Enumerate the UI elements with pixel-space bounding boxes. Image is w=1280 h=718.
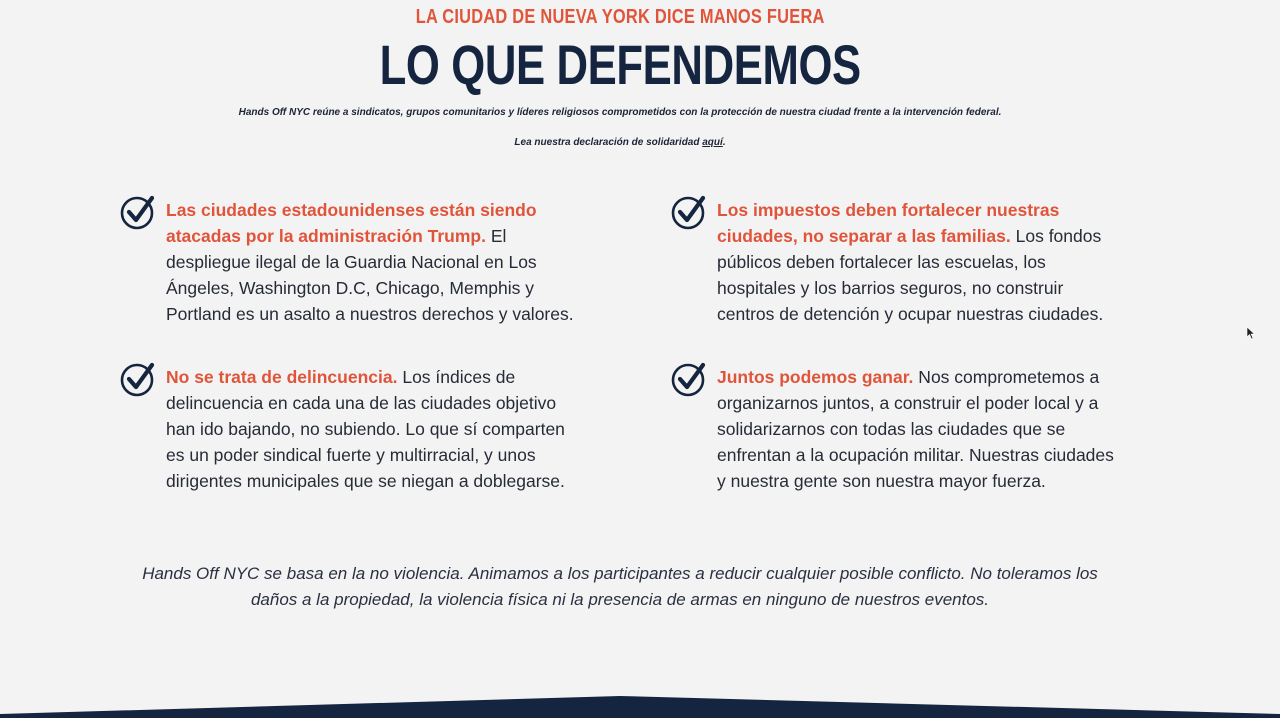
point-body: Nos comprometemos a organizarnos juntos, a construir el poder local y a solidarizarnos con todas las ciudades que se enfrentan a la ocupación militar. Nuestras ciudades y nuestra gente son nuestra mayor fuerza.	[717, 367, 1114, 491]
point-lead: Juntos podemos ganar.	[717, 367, 914, 387]
point-body: El despliegue ilegal de la Guardia Nacional en Los Ángeles, Washington D.C, Chicago, Memphis y Portland es un asalto a nuestros derechos y valores.	[166, 226, 574, 324]
check-circle-icon	[671, 194, 707, 230]
eyebrow-heading: LA CIUDAD DE NUEVA YORK DICE MANOS FUERA	[415, 6, 825, 28]
solidarity-statement	[0, 137, 1240, 148]
point-body: Los fondos públicos deben fortalecer las escuelas, los hospitales y los barrios seguros, no construir centros de detención y ocupar nuestras ciudades.	[717, 226, 1104, 324]
point-taxes	[717, 197, 1122, 327]
solidarity-statement-prefix: Lea nuestra declaración de solidaridad	[514, 137, 703, 148]
point-text	[166, 364, 576, 494]
point-lead: Los impuestos deben fortalecer nuestras ciudades, no separar a las familias.	[717, 200, 1060, 246]
mouse-cursor-icon	[1246, 326, 1256, 340]
solidarity-statement-link[interactable]: aquí	[702, 137, 723, 148]
point-text	[717, 364, 1122, 494]
point-body: Los índices de delincuencia en cada una de las ciudades objetivo han ido bajando, no subiendo. Lo que sí comparten es un poder sindical fuerte y multirracial, y unos dirigentes municipales que se niegan a doblegarse.	[166, 367, 565, 491]
solidarity-statement-suffix: .	[722, 137, 726, 148]
check-circle-icon	[120, 194, 156, 230]
point-text	[717, 197, 1122, 327]
nonviolence-note: Hands Off NYC se basa en la no violencia. Animamos a los participantes a reducir cualquier posible conflicto. No toleramos los daños a la propiedad, la violencia física ni la presencia de armas en ninguno de nuestros eventos.	[142, 564, 1098, 609]
check-circle-icon	[671, 361, 707, 397]
point-lead: Las ciudades estadounidenses están siendo atacadas por la administración Trump.	[166, 200, 537, 246]
point-cities-attacked	[166, 197, 576, 327]
bottom-banner-edge	[0, 694, 1280, 718]
point-not-crime	[166, 364, 576, 494]
point-lead: No se trata de delincuencia.	[166, 367, 398, 387]
point-text	[166, 197, 576, 327]
intro-text: Hands Off NYC reúne a sindicatos, grupos comunitarios y líderes religiosos comprometidos con la protección de nuestra ciudad frente a la intervención federal.	[238, 107, 1002, 118]
point-together-win	[717, 364, 1122, 494]
page-title: LO QUE DEFENDEMOS	[379, 33, 861, 96]
check-circle-icon	[120, 361, 156, 397]
